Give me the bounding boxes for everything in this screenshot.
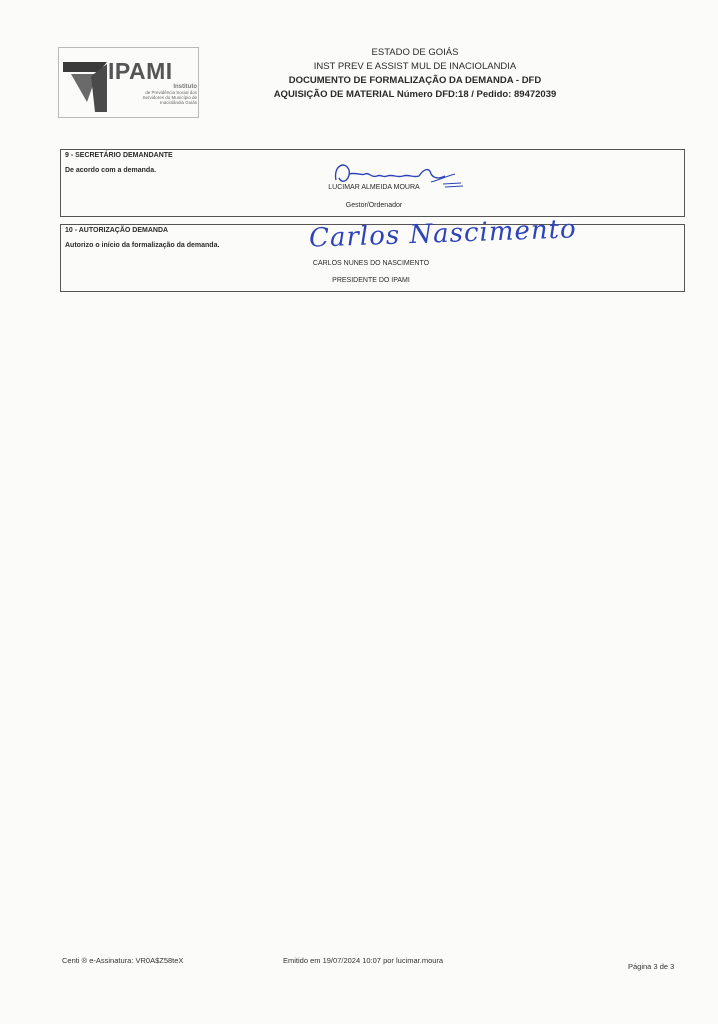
document-header [210, 46, 620, 102]
ipami-logo [61, 52, 196, 114]
signer-role: Gestor/Ordenador [345, 202, 403, 209]
footer-emitted: Emitido em 19/07/2024 10:07 por lucimar.moura [283, 956, 444, 965]
signer-name: LUCIMAR ALMEIDA MOURA [328, 184, 420, 191]
section-title: 10 - AUTORIZAÇÃO DEMANDA [65, 227, 169, 234]
logo-word: IPAMI [108, 58, 173, 84]
header-line-doc-title: DOCUMENTO DE FORMALIZAÇÃO DA DEMANDA - DFD [288, 75, 542, 86]
header-line-acquisition: AQUISIÇÃO DE MATERIAL Número DFD:18 / Pedido: 89472039 [273, 89, 557, 100]
section-text: De acordo com a demanda. [65, 167, 157, 174]
section-title: 9 - SECRETÁRIO DEMANDANTE [65, 152, 173, 159]
logo-subtitle: Instituto de Previdência Social dos Servidores do Município de Inaciolândia Goiás [142, 84, 197, 105]
header-line-state: ESTADO DE GOIÁS [371, 47, 459, 58]
logo-emblem-icon [61, 54, 111, 114]
header-line-institute: INST PREV E ASSIST MUL DE INACIOLANDIA [313, 61, 517, 72]
section-text: Autorizo o início da formalização da demanda. [65, 242, 220, 249]
section-secretario [60, 149, 685, 217]
signature-carlos: Carlos Nascimento [308, 214, 578, 254]
signer-role: PRESIDENTE DO IPAMI [332, 277, 410, 284]
signer-name: CARLOS NUNES DO NASCIMENTO [312, 260, 430, 267]
footer-signature-code: Centi ® e-Assinatura: VR0A$Z58teX [62, 956, 184, 965]
section-autorizacao [60, 214, 685, 292]
footer-page-number: Página 3 de 3 [628, 962, 675, 971]
